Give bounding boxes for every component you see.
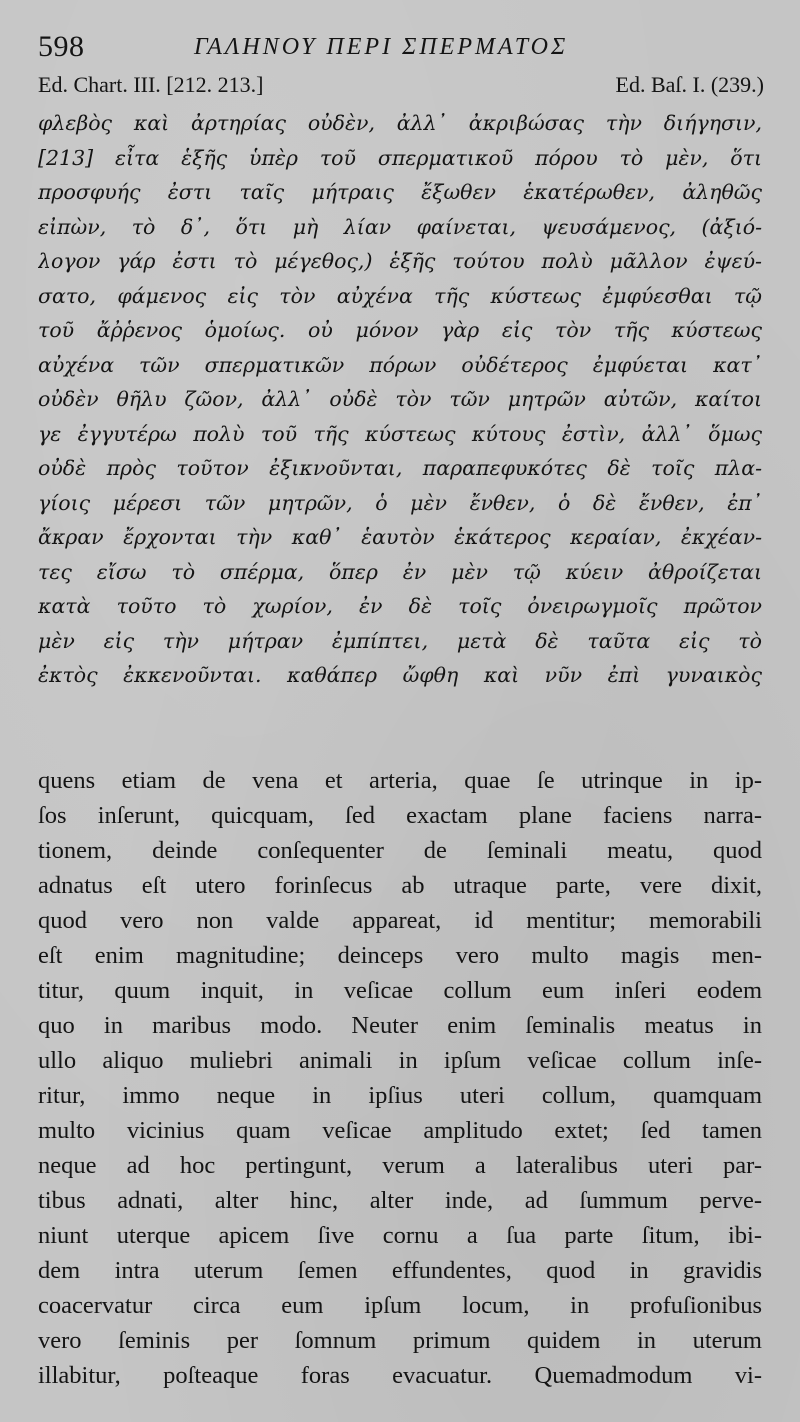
page-number: 598 (38, 30, 85, 63)
greek-text-block (38, 106, 762, 693)
show-through-area (34, 693, 766, 763)
edition-reference-line (34, 72, 766, 104)
latin-line: multo vicinius quam veſicae amplitudo extet; ſed tamen (38, 1116, 762, 1144)
latin-line: quod vero non valde appareat, id mentitur; memorabili (38, 906, 762, 934)
greek-line: ἄκραν ἔρχονται τὴν καθ᾽ ἑαυτὸν ἑκάτερος κεραίαν, ἐκχέαν- (38, 525, 762, 549)
greek-line: οὐδὲν θῆλυ ζῶον, ἀλλ᾽ οὐδὲ τὸν τῶν μητρῶν αὐτῶν, καίτοι (38, 387, 762, 411)
greek-line: γίοις μέρεσι τῶν μητρῶν, ὁ μὲν ἔνθεν, ὁ δὲ ἔνθεν, ἐπ᾽ (38, 490, 762, 515)
latin-text-block (38, 763, 762, 1393)
greek-line: κατὰ τοῦτο τὸ χωρίον, ἐν δὲ τοῖς ὀνειρωγμοῖς πρῶτον (38, 594, 762, 618)
running-title: ΓΑΛΗΝΟΥ ΠΕΡΙ ΣΠΕΡΜΑΤΟΣ (194, 34, 569, 60)
greek-line: λογον γάρ ἐστι τὸ μέγεθος,) ἑξῆς τούτου πολὺ μᾶλλον ἐψεύ- (38, 249, 762, 273)
latin-line: niunt uterque apicem ſive cornu a ſua parte ſitum, ibi- (38, 1221, 762, 1249)
greek-line: σατο, φάμενος εἰς τὸν αὐχένα τῆς κύστεως ἐμφύεσθαι τῷ (38, 283, 762, 308)
latin-line: dem intra uterum ſemen effundentes, quod in gravidis (38, 1256, 762, 1284)
greek-line: τες εἴσω τὸ σπέρμα, ὅπερ ἐν μὲν τῷ κύειν ἀθροίζεται (38, 559, 762, 584)
greek-line: οὐδὲ πρὸς τοῦτον ἐξικνοῦνται, παραπεφυκότες δὲ τοῖς πλα- (38, 456, 762, 480)
latin-line: quo in maribus modo. Neuter enim ſeminalis meatus in (38, 1011, 762, 1039)
greek-line: ἐκτὸς ἐκκενοῦνται. καθάπερ ὤφθη καὶ νῦν ἐπὶ γυναικὸς (38, 663, 762, 687)
page-header (34, 28, 766, 68)
latin-line: quens etiam de vena et arteria, quae ſe utrinque in ip- (38, 766, 762, 794)
latin-line: adnatus eſt utero forinſecus ab utraque parte, vere dixit, (38, 871, 762, 899)
latin-line: illabitur, poſteaque foras evacuatur. Quemadmodum vi- (38, 1361, 762, 1389)
latin-line: vero ſeminis per ſomnum primum quidem in uterum (38, 1326, 762, 1354)
latin-line: ullo aliquo muliebri animali in ipſum veſicae collum inſe- (38, 1046, 762, 1074)
latin-line: eſt enim magnitudine; deinceps vero multo magis men- (38, 941, 762, 969)
latin-line: coacervatur circa eum ipſum locum, in profuſionibus (38, 1291, 762, 1319)
latin-line: neque ad hoc pertingunt, verum a lateralibus uteri par- (38, 1151, 762, 1179)
greek-line: μὲν εἰς τὴν μήτραν ἐμπίπτει, μετὰ δὲ ταῦτα εἰς τὸ (38, 628, 762, 653)
greek-line: αὐχένα τῶν σπερματικῶν πόρων οὐδέτερος ἐμφύεται κατ᾽ (38, 352, 762, 377)
greek-line: προσφυής ἐστι ταῖς μήτραις ἔξωθεν ἑκατέρωθεν, ἀληθῶς (38, 180, 762, 204)
greek-line: [213] εἶτα ἑξῆς ὑπὲρ τοῦ σπερματικοῦ πόρου τὸ μὲν, ὅτι (38, 145, 762, 170)
latin-line: ritur, immo neque in ipſius uteri collum, quamquam (38, 1081, 762, 1109)
latin-line: tibus adnati, alter hinc, alter inde, ad ſummum perve- (38, 1186, 762, 1214)
edition-reference-right: Ed. Baſ. I. (239.) (615, 72, 764, 97)
greek-line: φλεβὸς καὶ ἀρτηρίας οὐδὲν, ἀλλ᾽ ἀκριβώσας τὴν διήγησιν, (38, 111, 762, 135)
greek-line: εἰπὼν, τὸ δ᾽, ὅτι μὴ λίαν φαίνεται, ψευσάμενος, (ἀξιό- (38, 214, 762, 239)
latin-line: titur, quum inquit, in veſicae collum eum inſeri eodem (38, 976, 762, 1004)
latin-line: tionem, deinde conſequenter de ſeminali meatu, quod (38, 836, 762, 864)
greek-line: τοῦ ἄῤῥενος ὁμοίως. οὐ μόνον γὰρ εἰς τὸν τῆς κύστεως (38, 318, 762, 342)
latin-line: ſos inſerunt, quicquam, ſed exactam plane faciens narra- (38, 801, 762, 829)
edition-reference-left: Ed. Chart. III. [212. 213.] (38, 72, 264, 97)
greek-line: γε ἐγγυτέρω πολὺ τοῦ τῆς κύστεως κύτους ἐστὶν, ἀλλ᾽ ὅμως (38, 421, 762, 446)
